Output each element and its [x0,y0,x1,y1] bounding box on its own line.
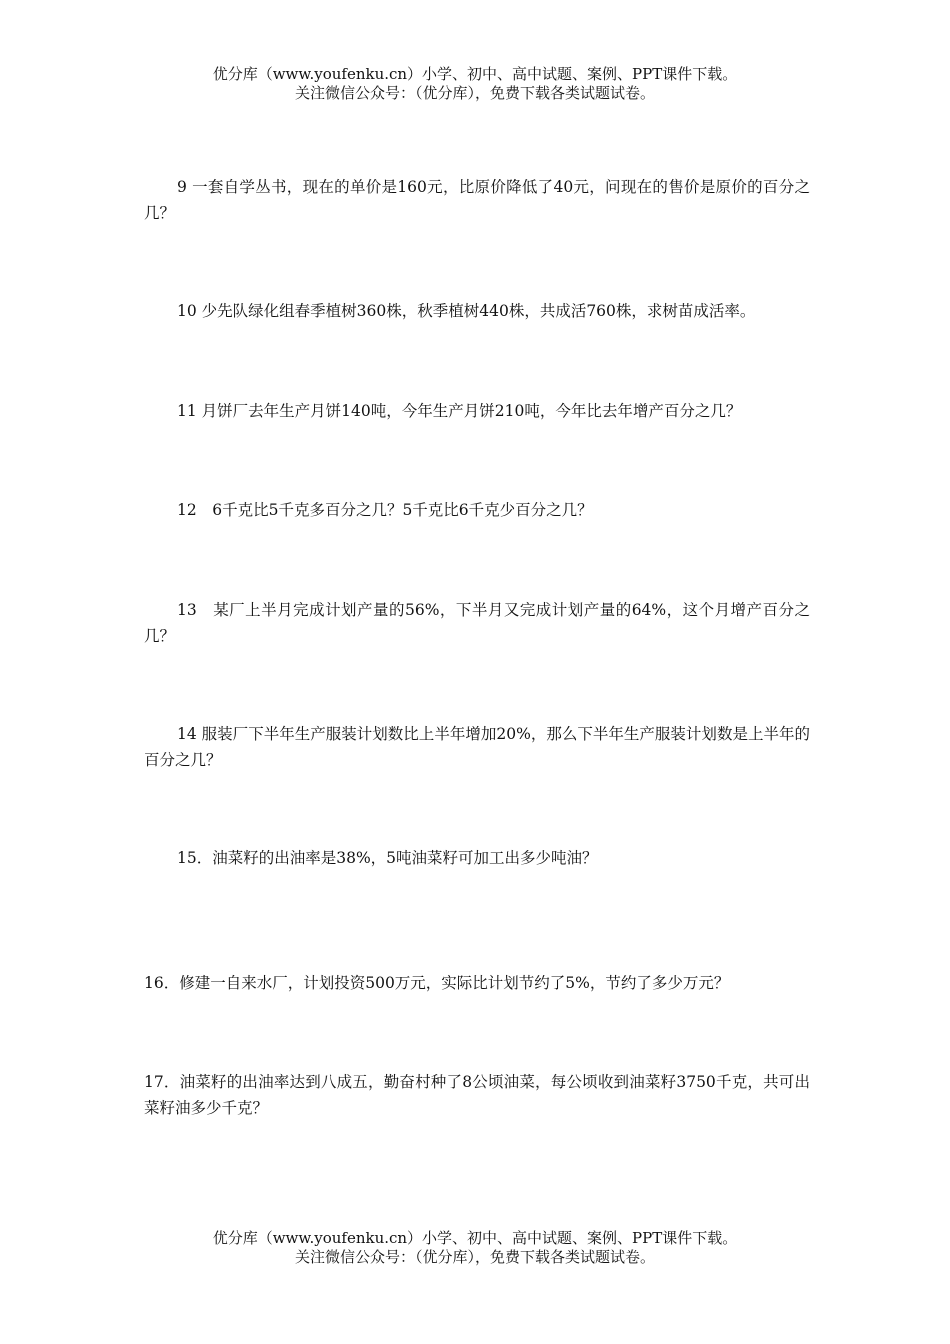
question-10: 10 少先队绿化组春季植树360株，秋季植树440株，共成活760株，求树苗成活率。 [177,302,756,320]
question-12: 12 6千克比5千克多百分之几？5千克比6千克少百分之几？ [177,501,593,519]
footer-line-1: 优分库（www.youfenku.cn）小学、初中、高中试题、案例、PPT课件下载。 [212,1229,738,1247]
footer-line-2: 关注微信公众号：（优分库），免费下载各类试题试卷。 [294,1248,655,1266]
header-line-1: 优分库（www.youfenku.cn）小学、初中、高中试题、案例、PPT课件下载。 [212,65,738,83]
question-13: 13 某厂上半月完成计划产量的56%，下半月又完成计划产量的64%，这个月增产百分之几？ [144,601,810,645]
question-15: 15．油菜籽的出油率是38%，5吨油菜籽可加工出多少吨油？ [177,849,598,867]
question-9: 9 一套自学丛书，现在的单价是160元，比原价降低了40元，问现在的售价是原价的百分之几？ [144,178,810,222]
question-16: 16．修建一自来水厂，计划投资500万元，实际比计划节约了5%，节约了多少万元？ [144,974,730,992]
question-14: 14 服装厂下半年生产服装计划数比上半年增加20%，那么下半年生产服装计划数是上半年的百分之几？ [144,725,810,769]
question-11: 11 月饼厂去年生产月饼140吨，今年生产月饼210吨，今年比去年增产百分之几？ [177,402,742,420]
header-line-2: 关注微信公众号：（优分库），免费下载各类试题试卷。 [294,84,655,102]
question-17: 17．油菜籽的出油率达到八成五，勤奋村种了8公顷油菜，每公顷收到油菜籽3750千克，共可出菜籽油多少千克？ [144,1073,810,1117]
page-header [0,65,950,103]
page-footer [0,1229,950,1267]
